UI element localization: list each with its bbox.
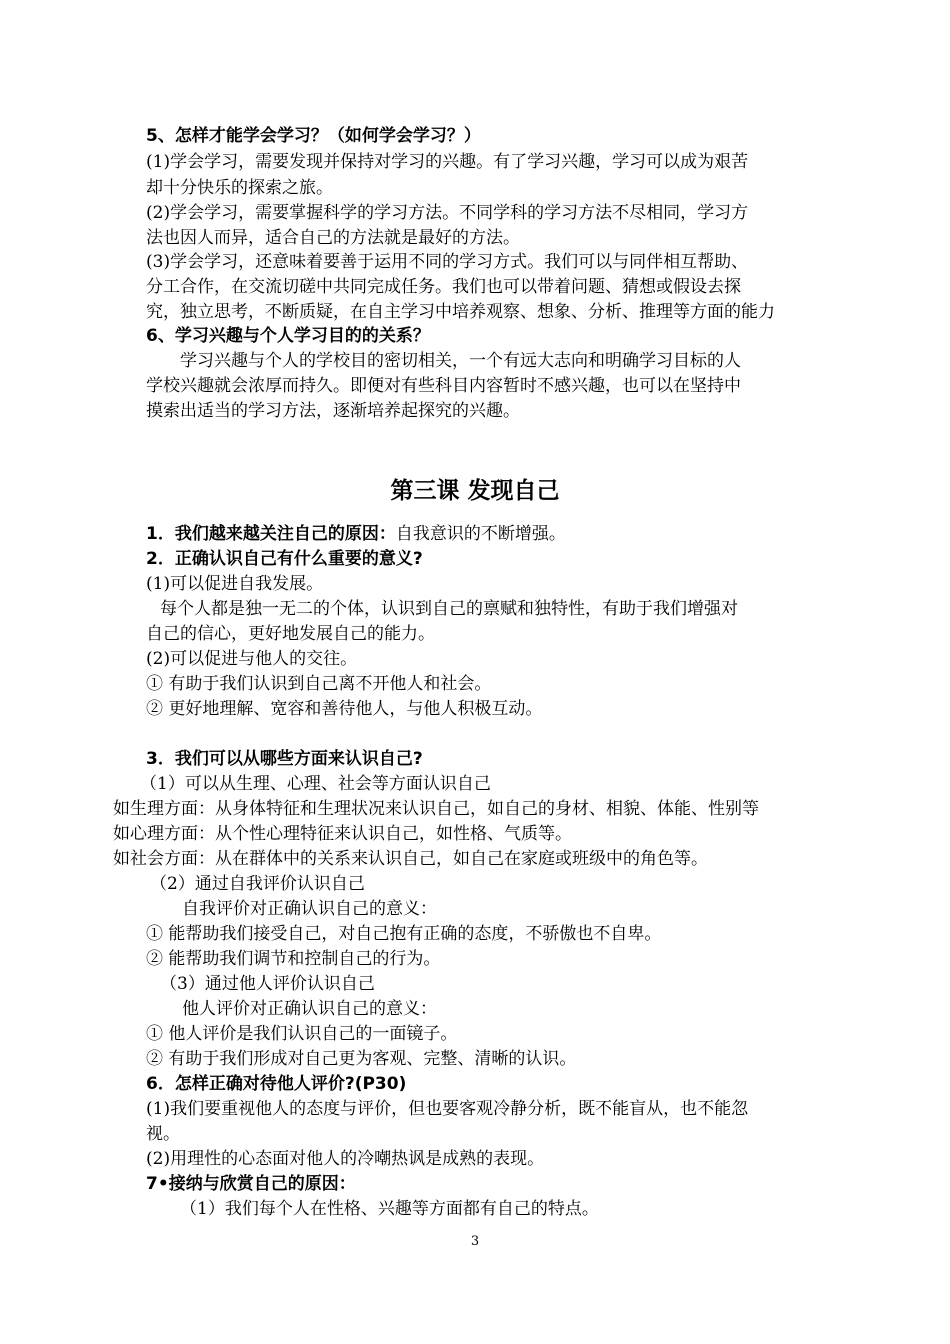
- text-line: (1)我们要重视他人的态度与评价，但也要客观冷静分析，既不能盲从，也不能忽: [146, 1099, 749, 1119]
- heading-q5: 5、怎样才能学会学习？（如何学会学习？）: [146, 126, 481, 146]
- text-line: ② 更好地理解、宽容和善待他人，与他人积极互动。: [146, 699, 543, 719]
- heading-q6b: 6．怎样正确对待他人评价?(P30): [146, 1074, 407, 1094]
- text-line: ① 有助于我们认识到自己离不开他人和社会。: [146, 674, 492, 694]
- lesson-title: 第三课 发现自己: [390, 478, 560, 504]
- text-line: 分工合作，在交流切磋中共同完成任务。我们也可以带着问题、猜想或假设去探: [146, 277, 741, 297]
- text-line: 学习兴趣与个人的学校目的密切相关，一个有远大志向和明确学习目标的人: [180, 351, 741, 371]
- text-line: （3）通过他人评价认识自己: [160, 974, 375, 994]
- text-line: (1)学会学习，需要发现并保持对学习的兴趣。有了学习兴趣，学习可以成为艰苦: [146, 152, 749, 172]
- text-line: ② 有助于我们形成对自己更为客观、完整、清晰的认识。: [146, 1049, 577, 1069]
- text-line: 却十分快乐的探索之旅。: [146, 178, 333, 198]
- text-line: ② 能帮助我们调节和控制自己的行为。: [146, 949, 441, 969]
- text-line: 究，独立思考，不断质疑，在自主学习中培养观察、想象、分析、推理等方面的能力: [146, 302, 775, 322]
- text-line: 如生理方面：从身体特征和生理状况来认识自己，如自己的身材、相貌、体能、性别等: [113, 799, 759, 819]
- text-line: (2)学会学习，需要掌握科学的学习方法。不同学科的学习方法不尽相同，学习方: [146, 203, 749, 223]
- text-line: 视。: [146, 1124, 180, 1144]
- heading-q7: 7•接纳与欣赏自己的原因：: [146, 1174, 356, 1194]
- text-line: (2)可以促进与他人的交往。: [146, 649, 358, 669]
- text-line: 自我评价对正确认识自己的意义：: [182, 899, 437, 919]
- heading-q2: 2．正确认识自己有什么重要的意义?: [146, 549, 423, 569]
- page-number: 3: [470, 1234, 480, 1249]
- text-line: (2)用理性的心态面对他人的冷嘲热讽是成熟的表现。: [146, 1149, 545, 1169]
- text-line: 摸索出适当的学习方法，逐渐培养起探究的兴趣。: [146, 401, 520, 421]
- text-line: (1)可以促进自我发展。: [146, 574, 324, 594]
- text-line: 学校兴趣就会浓厚而持久。即便对有些科目内容暂时不感兴趣，也可以在坚持中: [146, 376, 741, 396]
- text-line: （1）可以从生理、心理、社会等方面认识自己: [140, 774, 491, 794]
- text-line: ① 他人评价是我们认识自己的一面镜子。: [146, 1024, 458, 1044]
- heading-q6: 6、学习兴趣与个人学习目的的关系？: [146, 326, 430, 346]
- text-line: 如社会方面：从在群体中的关系来认识自己，如自己在家庭或班级中的角色等。: [113, 849, 708, 869]
- text-line: （2）通过自我评价认识自己: [150, 874, 365, 894]
- text-line: 如心理方面：从个性心理特征来认识自己，如性格、气质等。: [113, 824, 572, 844]
- q1-answer: 自我意识的不断增强。: [395, 524, 566, 544]
- text-line: 每个人都是独一无二的个体，认识到自己的禀赋和独特性，有助于我们增强对: [160, 599, 738, 619]
- text-line: 法也因人而异，适合自己的方法就是最好的方法。: [146, 228, 520, 248]
- q1-label: 1．我们越来越关注自己的原因：: [146, 524, 396, 544]
- heading-q3: 3．我们可以从哪些方面来认识自己?: [146, 749, 423, 769]
- text-line: (3)学会学习，还意味着要善于运用不同的学习方式。我们可以与同伴相互帮助、: [146, 252, 749, 272]
- text-line: 自己的信心，更好地发展自己的能力。: [146, 624, 435, 644]
- text-line: （1）我们每个人在性格、兴趣等方面都有自己的特点。: [180, 1199, 599, 1219]
- text-line: 他人评价对正确认识自己的意义：: [182, 999, 437, 1019]
- q1-line: [146, 522, 566, 546]
- text-line: ① 能帮助我们接受自己，对自己抱有正确的态度，不骄傲也不自卑。: [146, 924, 662, 944]
